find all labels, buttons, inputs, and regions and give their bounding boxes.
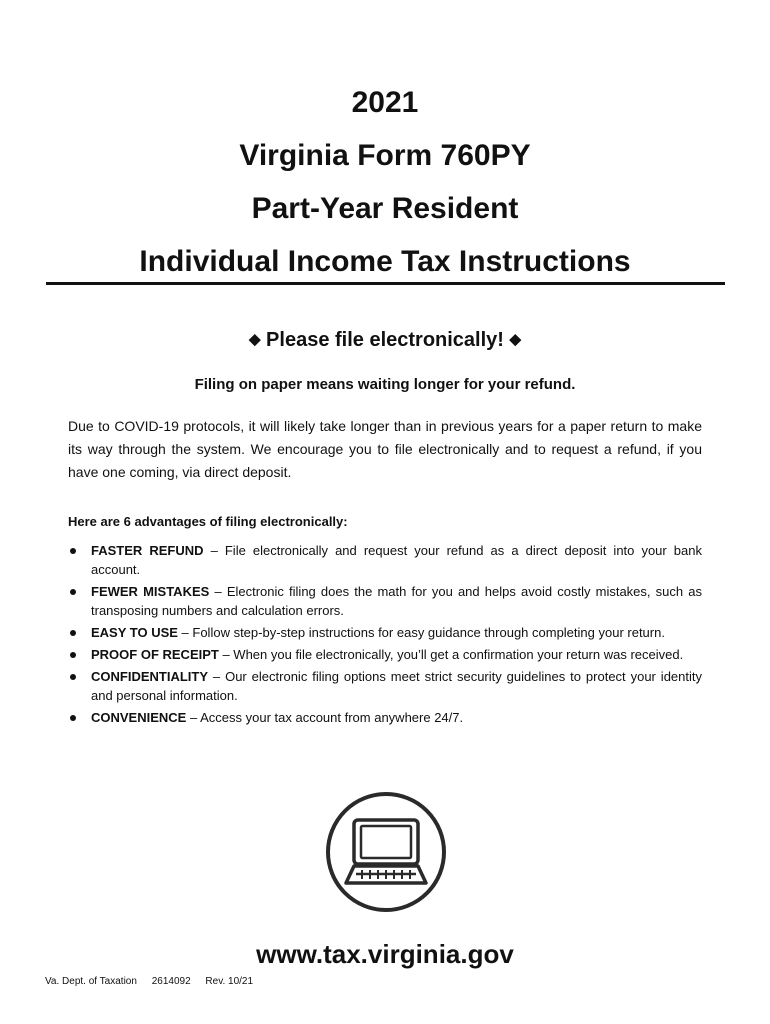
website-url: www.tax.virginia.gov — [256, 939, 514, 969]
advantage-text: – Electronic filing does the math for you and helps avoid costly mistakes, such as transposing numbers and calculation errors. — [91, 584, 702, 618]
diamond-icon: ◆ — [248, 331, 261, 348]
advantage-term: FASTER REFUND — [91, 543, 204, 558]
list-item — [68, 708, 702, 727]
footer — [45, 975, 265, 989]
advantage-text: – Access your tax account from anywhere 24/7. — [186, 710, 464, 725]
advantages-list — [68, 541, 702, 730]
efile-heading — [0, 325, 770, 355]
header-divider — [46, 282, 725, 285]
list-item — [68, 541, 702, 579]
list-item — [68, 645, 702, 664]
form-title: Virginia Form 760PY — [239, 139, 531, 172]
efile-heading-text: Please file electronically! — [266, 329, 504, 351]
list-item — [68, 667, 702, 705]
advantage-term: CONFIDENTIALITY — [91, 669, 208, 684]
document-title: Individual Income Tax Instructions — [139, 245, 631, 278]
laptop-icon — [320, 786, 452, 918]
advantage-text: – Follow step-by-step instructions for easy guidance through completing your return. — [177, 625, 665, 640]
bullet-icon — [70, 674, 76, 680]
footer-department: Va. Dept. of Taxation — [45, 976, 137, 987]
advantage-text: – Our electronic filing options meet strict security guidelines to protect your identity and personal information. — [91, 669, 702, 703]
bullet-icon — [70, 589, 76, 595]
intro-paragraph: Due to COVID-19 protocols, it will likely take longer than in previous years for a paper return to make its way through the system. We encourage you to file electronically and to request a refund, if you have one coming, via direct deposit. — [68, 418, 702, 480]
advantage-term: FEWER MISTAKES — [91, 584, 210, 599]
bullet-icon — [70, 548, 76, 554]
advantage-term: PROOF OF RECEIPT — [91, 647, 219, 662]
bullet-icon — [70, 630, 76, 636]
year-title: 2021 — [351, 86, 419, 119]
efile-subheading: Filing on paper means waiting longer for your refund. — [194, 376, 576, 393]
document-header — [0, 76, 770, 288]
list-item — [68, 623, 702, 642]
advantage-term: EASY TO USE — [91, 625, 178, 640]
diamond-icon: ◆ — [509, 331, 522, 348]
footer-form-number: 2614092 — [151, 976, 191, 987]
advantage-term: CONVENIENCE — [91, 710, 187, 725]
bullet-icon — [70, 652, 76, 658]
advantages-heading: Here are 6 advantages of filing electronically: — [68, 514, 348, 529]
resident-subtitle: Part-Year Resident — [251, 192, 519, 225]
list-item — [68, 582, 702, 620]
footer-revision: Rev. 10/21 — [205, 976, 254, 987]
advantage-text: – File electronically and request your refund as a direct deposit into your bank account. — [91, 543, 702, 577]
advantage-text: – When you file electronically, you’ll get a confirmation your return was received. — [218, 647, 684, 662]
bullet-icon — [70, 715, 76, 721]
